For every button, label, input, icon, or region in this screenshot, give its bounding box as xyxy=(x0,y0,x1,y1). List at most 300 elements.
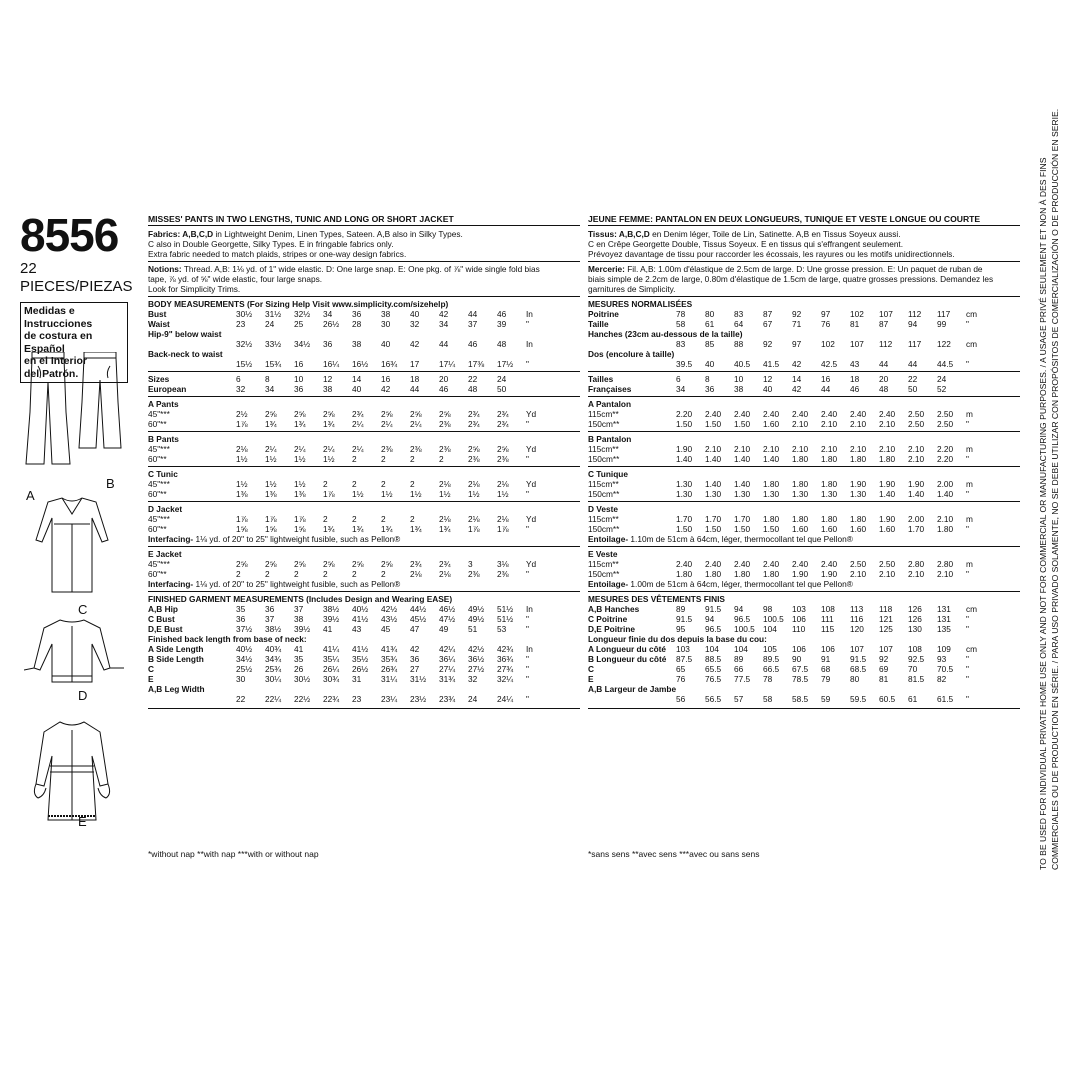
value-cell: 96.5 xyxy=(734,614,751,624)
value-cell: 107 xyxy=(850,644,864,654)
row-label: 45"*** xyxy=(148,479,170,489)
value-cell: 42¼ xyxy=(439,644,456,654)
value-cell: 2⅛ xyxy=(439,479,451,489)
view-label-e: E xyxy=(78,814,87,829)
value-cell: 28 xyxy=(352,319,362,329)
value-cell: 2.40 xyxy=(676,559,693,569)
yardage-view-title: E Veste xyxy=(588,549,618,559)
value-cell: 99 xyxy=(937,319,947,329)
value-cell: 67 xyxy=(763,319,773,329)
value-cell: 1⅞ xyxy=(468,524,480,534)
value-cell: 1⅝ xyxy=(265,524,277,534)
value-cell: 135 xyxy=(937,624,951,634)
value-cell: 2.20 xyxy=(937,444,954,454)
value-cell: 36 xyxy=(705,384,715,394)
jacket-d-sketch xyxy=(24,620,124,682)
spanish-note-line: en el Interior xyxy=(24,355,88,367)
yardage-table xyxy=(148,549,580,579)
value-cell: 1.80 xyxy=(792,454,809,464)
value-cell: 1.60 xyxy=(763,419,780,429)
value-cell: 2 xyxy=(352,569,357,579)
value-cell: 1.90 xyxy=(821,569,838,579)
value-cell: 87 xyxy=(879,319,889,329)
value-cell: 43 xyxy=(850,359,860,369)
value-cell: 40½ xyxy=(236,644,253,654)
row-label: B Side Length xyxy=(148,654,204,664)
row-label: A Longueur du côté xyxy=(588,644,667,654)
value-cell: 2 xyxy=(352,479,357,489)
value-cell: 1½ xyxy=(352,489,364,499)
value-cell: 1.30 xyxy=(763,489,780,499)
value-cell: 35 xyxy=(236,604,246,614)
value-cell: 41¼ xyxy=(323,644,340,654)
value-cell: 109 xyxy=(937,644,951,654)
unit-cell: In xyxy=(526,604,533,614)
value-cell: 2.10 xyxy=(908,569,925,579)
value-cell: 1.80 xyxy=(792,514,809,524)
yardage-table xyxy=(588,549,1020,579)
en-leg-width-table xyxy=(148,694,580,704)
value-cell: 92.5 xyxy=(908,654,925,664)
unit-cell: " xyxy=(966,489,969,499)
value-cell: 2⅛ xyxy=(468,479,480,489)
value-cell: 69 xyxy=(879,664,889,674)
value-cell: 40 xyxy=(705,359,715,369)
value-cell: 59.5 xyxy=(850,694,867,704)
value-cell: 1.90 xyxy=(792,569,809,579)
value-cell: 61 xyxy=(908,694,918,704)
value-cell: 2⅛ xyxy=(410,569,422,579)
en-back-length-table xyxy=(148,644,580,684)
value-cell: 49 xyxy=(439,624,449,634)
body-measurements-title: MESURES NORMALISÉES xyxy=(588,299,693,309)
value-cell: 1½ xyxy=(265,479,277,489)
en-sizes-table xyxy=(148,374,580,394)
unit-cell: " xyxy=(526,694,529,704)
value-cell: 44 xyxy=(410,384,420,394)
value-cell: 1.80 xyxy=(850,514,867,524)
value-cell: 1¾ xyxy=(439,524,451,534)
value-cell: 1.80 xyxy=(676,569,693,579)
row-label: 45"*** xyxy=(148,444,170,454)
value-cell: 2.40 xyxy=(705,559,722,569)
english-title: MISSES' PANTS IN TWO LENGTHS, TUNIC AND LONG OR SHORT JACKET xyxy=(148,214,580,226)
value-cell: 1.40 xyxy=(908,489,925,499)
value-cell: 2⅜ xyxy=(468,454,480,464)
pattern-number: 8556 xyxy=(20,209,119,261)
value-cell: 131 xyxy=(937,604,951,614)
notions-text: garnitures de Simplicity. xyxy=(588,284,676,294)
value-cell: 2⅝ xyxy=(294,409,306,419)
value-cell: 1⅞ xyxy=(497,524,509,534)
value-cell: 67.5 xyxy=(792,664,809,674)
value-cell: 2¼ xyxy=(294,444,306,454)
value-cell: 44.5 xyxy=(937,359,954,369)
value-cell: 42 xyxy=(381,384,391,394)
unit-cell: cm xyxy=(966,339,978,349)
value-cell: 26¼ xyxy=(323,664,340,674)
value-cell: 71 xyxy=(792,319,802,329)
value-cell: 2¼ xyxy=(410,419,422,429)
value-cell: 42 xyxy=(410,644,420,654)
value-cell: 2¾ xyxy=(439,559,451,569)
value-cell: 51 xyxy=(468,624,478,634)
row-label: Hanches (23cm au-dessous de la taille) xyxy=(588,329,743,339)
notions-label: Notions: xyxy=(148,264,182,274)
value-cell: 2.50 xyxy=(937,409,954,419)
value-cell: 2.10 xyxy=(879,444,896,454)
fr-sizes-table xyxy=(588,374,1020,394)
value-cell: 2.50 xyxy=(937,419,954,429)
value-cell: 52 xyxy=(937,384,947,394)
value-cell: 41 xyxy=(294,644,304,654)
unit-cell: cm xyxy=(966,644,978,654)
value-cell: 30¾ xyxy=(323,674,340,684)
value-cell: 1.40 xyxy=(763,454,780,464)
value-cell: 2¾ xyxy=(410,559,422,569)
value-cell: 24 xyxy=(468,694,478,704)
row-label: Poitrine xyxy=(588,309,619,319)
value-cell: 49½ xyxy=(468,614,485,624)
value-cell: 111 xyxy=(821,614,834,624)
row-label: A,B Hanches xyxy=(588,604,640,614)
value-cell: 36¼ xyxy=(439,654,456,664)
unit-cell: " xyxy=(966,524,969,534)
value-cell: 1.80 xyxy=(763,569,780,579)
value-cell: 46 xyxy=(468,339,478,349)
value-cell: 35¼ xyxy=(323,654,340,664)
pants-b-sketch xyxy=(79,352,121,448)
interfacing-note: Entoilage- 1.00m de 51cm à 64cm, léger, thermocollant tel que Pellon® xyxy=(588,579,853,589)
value-cell: 108 xyxy=(821,604,835,614)
unit-cell: " xyxy=(966,654,969,664)
value-cell: 1⅞ xyxy=(236,514,248,524)
row-label: Hip-9" below waist xyxy=(148,329,222,339)
value-cell: 1.50 xyxy=(676,419,693,429)
value-cell: 1.70 xyxy=(734,514,751,524)
unit-cell: Yd xyxy=(526,514,537,524)
value-cell: 32 xyxy=(468,674,478,684)
value-cell: 35¾ xyxy=(381,654,398,664)
unit-cell xyxy=(966,374,984,384)
value-cell: 39 xyxy=(497,319,507,329)
row-label: 150cm** xyxy=(588,524,620,534)
row-label: A Side Length xyxy=(148,644,204,654)
value-cell: 76.5 xyxy=(705,674,722,684)
row-label: 150cm** xyxy=(588,419,620,429)
leg-width-title: A,B Largeur de Jambe xyxy=(588,684,677,694)
value-cell: 17½ xyxy=(497,359,514,369)
fabrics-text: en Denim léger, Toile de Lin, Satinette. A,B en Tissus Soyeux aussi. xyxy=(652,229,901,239)
value-cell: 100.5 xyxy=(763,614,784,624)
value-cell: 36 xyxy=(323,339,333,349)
value-cell: 42¾ xyxy=(497,644,514,654)
value-cell: 14 xyxy=(792,374,802,384)
value-cell: 1.90 xyxy=(850,479,867,489)
notions-text: tape, ⅞ yd. of ⅝" wide elastic, four large snaps. xyxy=(148,274,323,284)
value-cell: 37 xyxy=(265,614,275,624)
value-cell: 87.5 xyxy=(676,654,693,664)
value-cell: 1½ xyxy=(294,454,306,464)
value-cell: 44½ xyxy=(410,604,427,614)
unit-cell: " xyxy=(966,419,969,429)
value-cell: 2.10 xyxy=(937,514,954,524)
value-cell: 46 xyxy=(850,384,860,394)
value-cell: 1.70 xyxy=(676,514,693,524)
value-cell: 122 xyxy=(937,339,951,349)
row-label: 115cm** xyxy=(588,479,619,489)
value-cell: 38 xyxy=(323,384,333,394)
value-cell: 2¼ xyxy=(265,444,277,454)
row-label: 150cm** xyxy=(588,569,620,579)
value-cell: 1.30 xyxy=(705,489,722,499)
notions-text: Thread. A,B: 1⅛ yd. of 1" wide elastic. D: One large snap. E: One pkg. of ⅞" wide single fold bias xyxy=(183,264,540,274)
value-cell: 15½ xyxy=(236,359,253,369)
notions-text: biais simple de 2.2cm de large, 0.80m d'élastique de 1.5cm de large, quatre grosses pressions. Demandez les xyxy=(588,274,994,284)
value-cell: 2⅝ xyxy=(236,559,248,569)
jacket-e-sketch xyxy=(34,722,109,820)
value-cell: 1.70 xyxy=(908,524,925,534)
value-cell: 42 xyxy=(792,384,802,394)
value-cell: 44 xyxy=(468,309,478,319)
row-label: 115cm** xyxy=(588,444,619,454)
value-cell: 16 xyxy=(294,359,304,369)
value-cell: 1.50 xyxy=(705,524,722,534)
value-cell: 2.40 xyxy=(821,559,838,569)
value-cell: 35½ xyxy=(352,654,369,664)
value-cell: 2 xyxy=(236,569,241,579)
row-label: Tailles xyxy=(588,374,614,384)
value-cell: 98 xyxy=(763,604,773,614)
row-label: D,E Bust xyxy=(148,624,183,634)
value-cell: 41 xyxy=(323,624,333,634)
value-cell: 38 xyxy=(381,309,391,319)
value-cell: 37 xyxy=(294,604,304,614)
value-cell: 1.30 xyxy=(676,479,693,489)
english-column xyxy=(148,214,580,711)
value-cell: 1¾ xyxy=(294,419,306,429)
unit-cell: " xyxy=(526,569,529,579)
value-cell: 2⅝ xyxy=(468,444,480,454)
value-cell: 1⅞ xyxy=(323,489,335,499)
value-cell: 2 xyxy=(410,514,415,524)
value-cell: 40.5 xyxy=(734,359,751,369)
value-cell: 32½ xyxy=(294,309,311,319)
unit-cell xyxy=(966,384,984,394)
value-cell: 12 xyxy=(323,374,333,384)
value-cell: 25 xyxy=(294,319,304,329)
value-cell: 2.10 xyxy=(734,444,751,454)
value-cell: 22 xyxy=(908,374,918,384)
value-cell: 2.10 xyxy=(821,419,838,429)
value-cell: 2.10 xyxy=(850,569,867,579)
value-cell: 40¾ xyxy=(265,644,282,654)
row-label: 45"*** xyxy=(148,559,170,569)
value-cell: 96.5 xyxy=(705,624,722,634)
value-cell: 76 xyxy=(676,674,686,684)
fabrics-text: C also in Double Georgette, Silky Types. E in fringable fabrics only. xyxy=(148,239,394,249)
row-label: 45"*** xyxy=(148,514,170,524)
value-cell: 41½ xyxy=(352,644,369,654)
value-cell: 6 xyxy=(676,374,681,384)
view-label-d: D xyxy=(78,688,88,703)
value-cell: 24¼ xyxy=(497,694,514,704)
french-column xyxy=(588,214,1020,711)
pants-a-sketch xyxy=(26,352,70,464)
unit-cell: " xyxy=(966,664,969,674)
yardage-view-title: A Pants xyxy=(148,399,179,409)
value-cell: 17¼ xyxy=(439,359,456,369)
value-cell: 26½ xyxy=(323,319,340,329)
value-cell: 1½ xyxy=(410,489,422,499)
interfacing-note: Entoilage- 1.10m de 51cm à 64cm, léger, thermocollant tel que Pellon® xyxy=(588,534,853,544)
unit-cell: " xyxy=(526,674,529,684)
value-cell: 2.40 xyxy=(792,559,809,569)
value-cell: 82 xyxy=(937,674,947,684)
value-cell: 46½ xyxy=(439,604,456,614)
value-cell: 36¾ xyxy=(497,654,514,664)
value-cell: 34 xyxy=(676,384,686,394)
value-cell: 24 xyxy=(937,374,947,384)
fr-finished-table xyxy=(588,604,1020,634)
value-cell: 97 xyxy=(821,309,831,319)
value-cell: 2.10 xyxy=(763,444,780,454)
unit-cell: " xyxy=(966,674,969,684)
value-cell: 48 xyxy=(497,339,507,349)
value-cell: 36 xyxy=(352,309,362,319)
value-cell: 102 xyxy=(821,339,835,349)
en-finished-table xyxy=(148,604,580,634)
value-cell: 94 xyxy=(705,614,715,624)
value-cell: 27 xyxy=(410,664,420,674)
unit-cell: cm xyxy=(966,309,978,319)
value-cell: 2.10 xyxy=(850,444,867,454)
value-cell: 40 xyxy=(381,339,391,349)
value-cell: 126 xyxy=(908,614,922,624)
unit-cell: " xyxy=(526,614,529,624)
value-cell: 18 xyxy=(410,374,420,384)
value-cell: 27¼ xyxy=(439,664,456,674)
value-cell: 1.30 xyxy=(821,489,838,499)
value-cell: 56.5 xyxy=(705,694,722,704)
value-cell: 3 xyxy=(468,559,473,569)
value-cell: 44 xyxy=(821,384,831,394)
value-cell: 43½ xyxy=(381,614,398,624)
yardage-table xyxy=(148,434,580,464)
value-cell: 2 xyxy=(381,454,386,464)
value-cell: 1½ xyxy=(468,489,480,499)
value-cell: 125 xyxy=(879,624,893,634)
value-cell: 34 xyxy=(323,309,333,319)
value-cell: 120 xyxy=(850,624,864,634)
value-cell: 80 xyxy=(705,309,715,319)
value-cell: 1½ xyxy=(497,489,509,499)
value-cell: 1.50 xyxy=(705,419,722,429)
yardage-table xyxy=(588,434,1020,464)
value-cell: 112 xyxy=(908,309,922,319)
value-cell: 39½ xyxy=(294,624,311,634)
fabrics-label: Fabrics: A,B,C,D xyxy=(148,229,214,239)
value-cell: 31½ xyxy=(410,674,427,684)
value-cell: 60.5 xyxy=(879,694,896,704)
value-cell: 16 xyxy=(821,374,831,384)
value-cell: 104 xyxy=(763,624,777,634)
value-cell: 2⅜ xyxy=(468,569,480,579)
unit-cell: " xyxy=(526,664,529,674)
value-cell: 66.5 xyxy=(763,664,780,674)
unit-cell xyxy=(526,374,544,384)
value-cell: 2.40 xyxy=(850,409,867,419)
unit-cell: In xyxy=(526,339,533,349)
row-label: E xyxy=(148,674,154,684)
value-cell: 2¼ xyxy=(352,444,364,454)
row-label: D,E Poitrine xyxy=(588,624,636,634)
row-label: B Longueur du côté xyxy=(588,654,667,664)
value-cell: 2⅝ xyxy=(323,409,335,419)
value-cell: 87 xyxy=(763,309,773,319)
value-cell: 1⅝ xyxy=(236,524,248,534)
value-cell: 1.30 xyxy=(676,489,693,499)
value-cell: 23½ xyxy=(410,694,427,704)
value-cell: 88.5 xyxy=(705,654,722,664)
value-cell: 3⅛ xyxy=(497,559,509,569)
value-cell: 91.5 xyxy=(705,604,722,614)
value-cell: 107 xyxy=(879,309,893,319)
unit-cell: m xyxy=(966,559,973,569)
english-footer: *without nap **with nap ***with or without nap xyxy=(148,849,319,859)
unit-cell: " xyxy=(526,454,529,464)
unit-cell: " xyxy=(526,524,529,534)
value-cell: 44 xyxy=(908,359,918,369)
en-yardage xyxy=(148,396,580,592)
value-cell: 1¾ xyxy=(323,419,335,429)
value-cell: 40 xyxy=(763,384,773,394)
value-cell: 93 xyxy=(937,654,947,664)
value-cell: 1.40 xyxy=(676,454,693,464)
unit-cell: " xyxy=(526,319,529,329)
value-cell: 2⅜ xyxy=(381,444,393,454)
value-cell: 2.40 xyxy=(879,409,896,419)
fabrics-text: in Lightweight Denim, Linen Types, Sateen. A,B also in Silky Types. xyxy=(215,229,463,239)
value-cell: 8 xyxy=(705,374,710,384)
value-cell: 1.60 xyxy=(792,524,809,534)
value-cell: 83 xyxy=(734,309,744,319)
unit-cell: " xyxy=(966,569,969,579)
value-cell: 81.5 xyxy=(908,674,925,684)
value-cell: 50 xyxy=(908,384,918,394)
value-cell: 1½ xyxy=(265,454,277,464)
row-label: 60"** xyxy=(148,419,167,429)
row-label: Waist xyxy=(148,319,170,329)
value-cell: 58.5 xyxy=(792,694,809,704)
unit-cell: " xyxy=(966,694,969,704)
value-cell: 26 xyxy=(294,664,304,674)
value-cell: 113 xyxy=(850,604,864,614)
value-cell: 36 xyxy=(265,604,275,614)
value-cell: 37½ xyxy=(236,624,253,634)
value-cell: 1.50 xyxy=(763,524,780,534)
row-label: C Poitrine xyxy=(588,614,628,624)
fr-body-table xyxy=(588,309,1020,369)
value-cell: 117 xyxy=(937,309,951,319)
unit-cell: In xyxy=(526,309,533,319)
unit-cell: " xyxy=(526,419,529,429)
value-cell: 70 xyxy=(908,664,918,674)
value-cell: 16 xyxy=(381,374,391,384)
value-cell: 17 xyxy=(410,359,420,369)
value-cell: 31½ xyxy=(265,309,282,319)
value-cell: 22 xyxy=(468,374,478,384)
